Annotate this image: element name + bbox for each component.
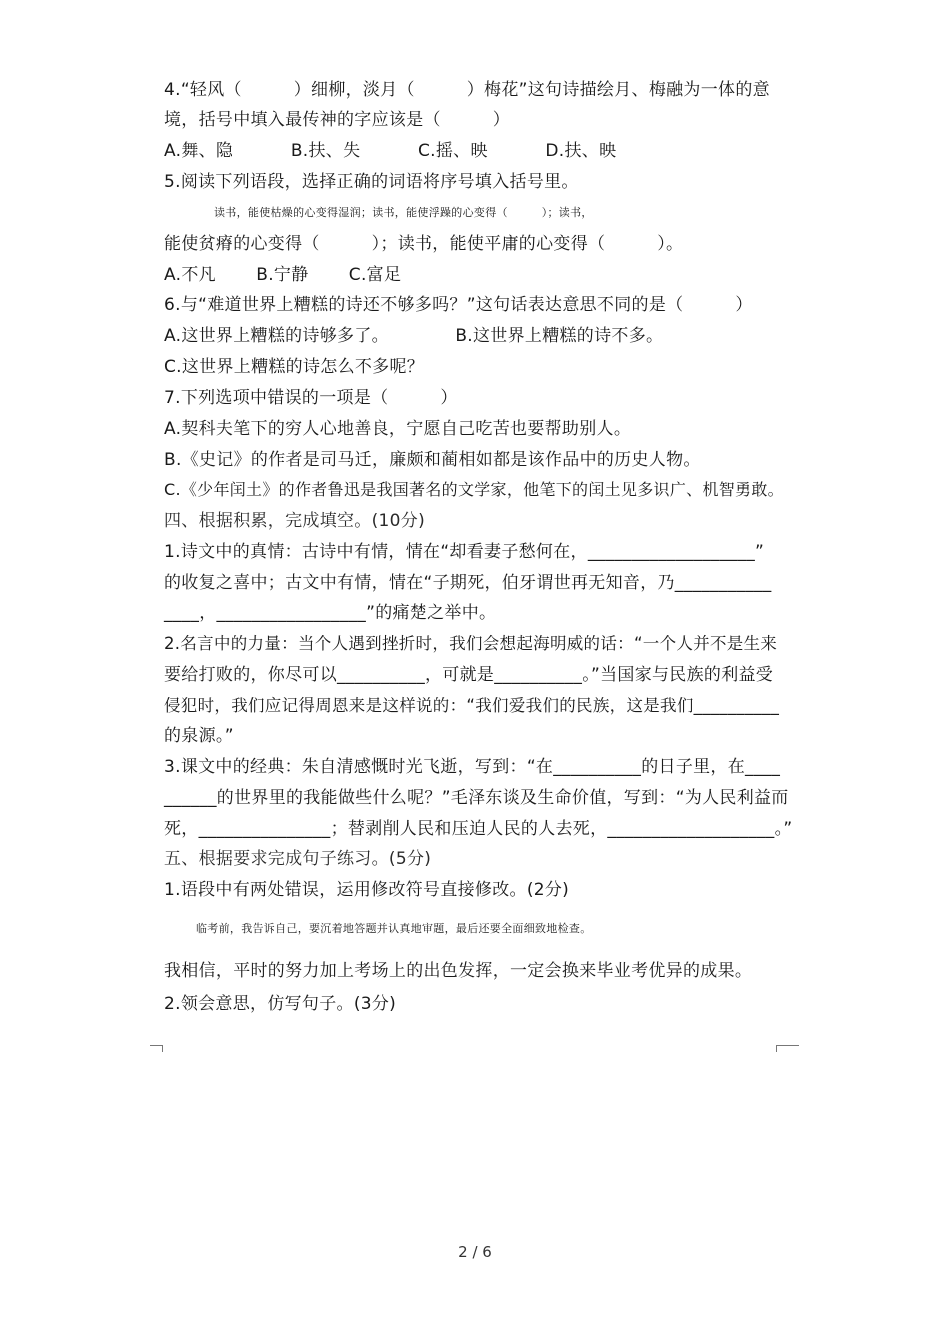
q7-option-a: A.契科夫笔下的穷人心地善良，宁愿自己吃苦也要帮助别人。 [164, 419, 632, 439]
s4-q3-line-2: ______的世界里的我能做些什么呢？”毛泽东谈及生命价值，写到：“为人民利益而 [164, 788, 789, 808]
s4-q1-line-1: 1.诗文中的真情：古诗中有情，情在“却看妻子愁何在，___________________” [164, 542, 765, 562]
s4-q3-line-3: 死，_______________；替剥削人民和压迫人民的人去死，___________________。” [164, 819, 793, 839]
section-5-heading: 五、根据要求完成句子练习。(5分) [164, 849, 432, 869]
s5-q2-prompt: 2.领会意思，仿写句子。(3分) [164, 994, 397, 1014]
q6-option-c: C.这世界上糟糕的诗怎么不多呢？ [164, 357, 425, 377]
q4-line-1: 4.“轻风（ ）细柳，淡月（ ）梅花”这句诗描绘月、梅融为一体的意 [164, 80, 770, 100]
s4-q2-line-3: 侵犯时，我们应记得周恩来是这样说的：“我们爱我们的民族，这是我们__________ [164, 696, 780, 715]
page-number: 2 / 6 [458, 1243, 492, 1261]
q5-passage-line-2: 能使贫瘠的心变得（ ）；读书，能使平庸的心变得（ ）。 [164, 234, 684, 254]
q4-options: A.舞、隐 B.扶、失 C.摇、映 D.扶、映 [164, 141, 617, 161]
crop-mark-right [776, 1045, 799, 1052]
s5-q1-prompt: 1.语段中有两处错误，运用修改符号直接修改。(2分) [164, 880, 570, 900]
s5-q1-passage-line-2: 我相信，平时的努力加上考场上的出色发挥，一定会换来毕业考优异的成果。 [164, 961, 753, 981]
q5-options: A.不凡 B.宁静 C.富足 [164, 265, 402, 285]
q6-options-ab: A.这世界上糟糕的诗够多了。 B.这世界上糟糕的诗不多。 [164, 326, 664, 346]
q5-passage-line-1: 读书，能使枯燥的心变得湿润；读书，能使浮躁的心变得（ ）；读书， [214, 206, 593, 219]
s4-q1-line-3: ____，_________________”的痛楚之举中。 [164, 603, 497, 623]
q7-option-c: C.《少年闰土》的作者鲁迅是我国著名的文学家，他笔下的闰土见多识广、机智勇敢。 [164, 480, 784, 499]
s4-q2-line-2: 要给打败的，你尽可以__________，可就是__________。”当国家与民族的利益受 [164, 665, 774, 685]
q6-prompt: 6.与“难道世界上糟糕的诗还不够多吗？”这句话表达意思不同的是（ ） [164, 295, 753, 315]
section-4-heading: 四、根据积累，完成填空。(10分) [164, 511, 425, 531]
q7-option-b: B.《史记》的作者是司马迁，廉颇和蔺相如都是该作品中的历史人物。 [164, 450, 701, 470]
q7-prompt: 7.下列选项中错误的一项是（ ） [164, 388, 458, 408]
s4-q2-line-1: 2.名言中的力量：当个人遇到挫折时，我们会想起海明威的话：“一个人并不是生来 [164, 634, 778, 653]
q4-line-2: 境，括号中填入最传神的字应该是（ ） [164, 110, 510, 130]
crop-mark-left [150, 1045, 163, 1052]
s4-q3-line-1: 3.课文中的经典：朱自清感慨时光飞逝，写到：“在__________的日子里，在____ [164, 757, 781, 777]
s4-q1-line-2: 的收复之喜中；古文中有情，情在“子期死，伯牙谓世再无知音，乃___________ [164, 573, 772, 593]
s4-q2-line-4: 的泉源。” [164, 726, 234, 746]
s5-q1-passage-line-1: 临考前，我告诉自己，要沉着地答题并认真地审题，最后还要全面细致地检查。 [196, 922, 592, 935]
q5-prompt: 5.阅读下列语段，选择正确的词语将序号填入括号里。 [164, 172, 579, 192]
